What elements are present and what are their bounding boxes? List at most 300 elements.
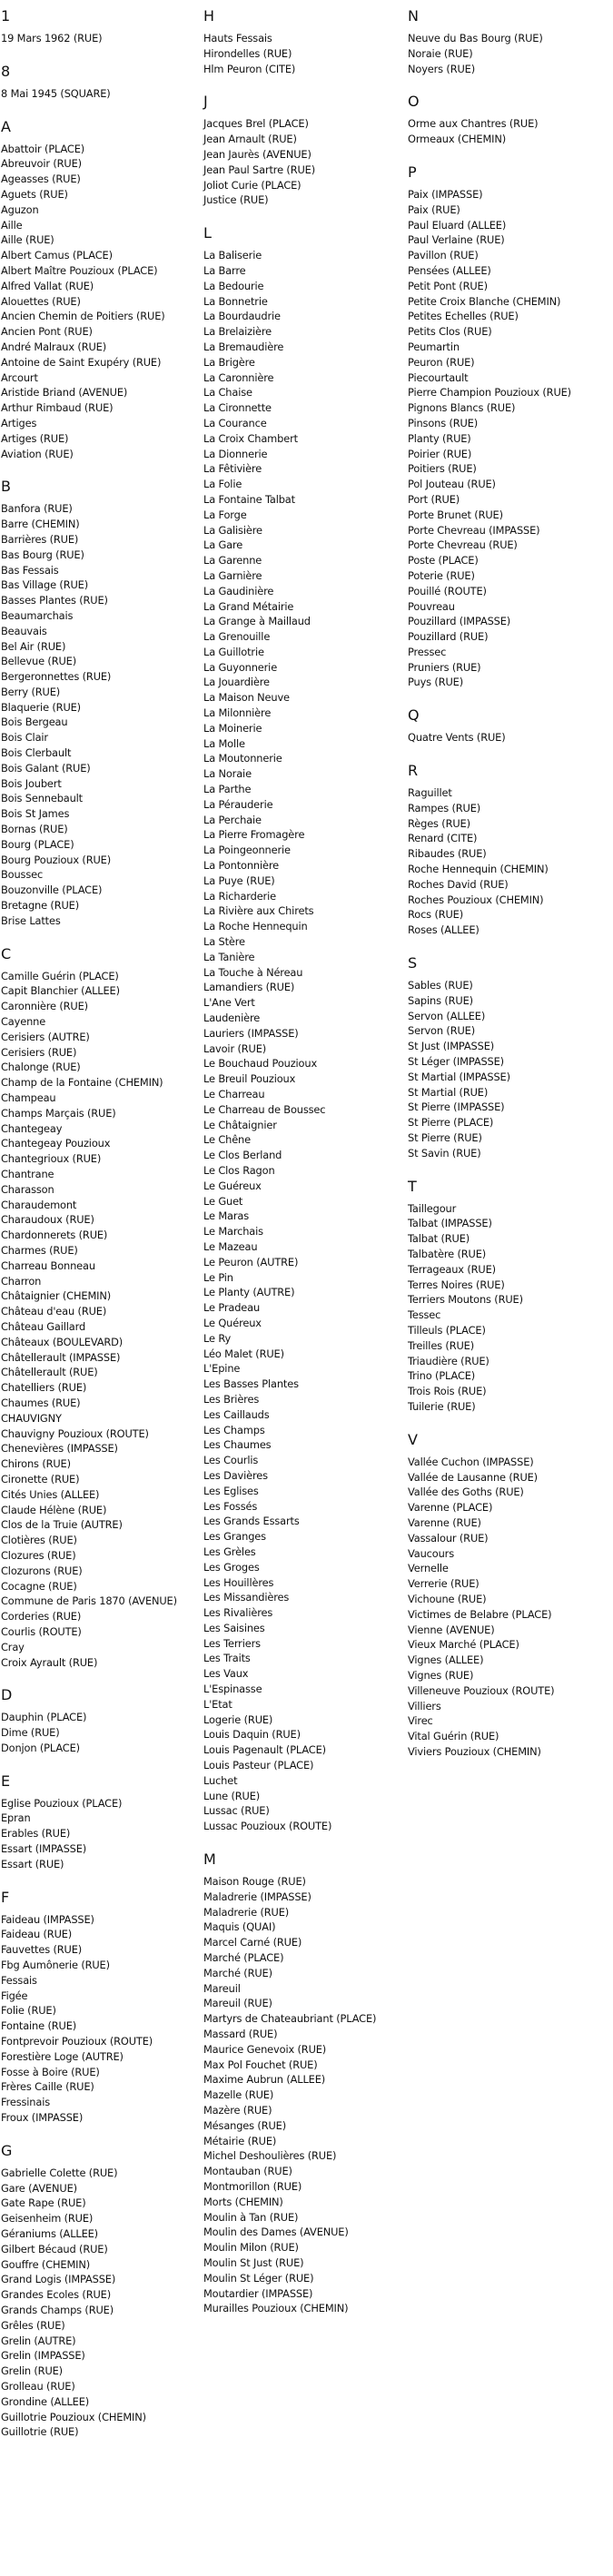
street-item[interactable]: Lauriers (IMPASSE) [203,1026,299,1040]
street-item[interactable]: Luchet [203,1773,238,1787]
street-item[interactable]: Treilles (RUE) [408,1338,475,1352]
street-item[interactable]: Le Charreau de Boussec [203,1102,326,1116]
street-item[interactable]: Clos de la Truie (AUTRE) [1,1518,123,1532]
street-item[interactable]: Les Groges [203,1560,260,1574]
street-item[interactable]: Vaucours [408,1546,454,1560]
street-item[interactable]: La Chaise [203,386,252,400]
street-item[interactable]: Tessec [408,1308,441,1322]
street-item[interactable]: La Croix Chambert [203,431,298,445]
street-item[interactable]: Cerisiers (AUTRE) [1,1030,90,1043]
street-item[interactable]: Champ de la Fontaine (CHEMIN) [1,1076,163,1090]
street-item[interactable]: Géraniums (ALLEE) [1,2227,98,2241]
street-item[interactable]: Bourg (PLACE) [1,837,74,851]
street-item[interactable]: Le Peuron (AUTRE) [203,1255,299,1268]
street-item[interactable]: Grolleau (RUE) [1,2379,75,2393]
street-item[interactable]: Bel Air (RUE) [1,639,66,653]
street-item[interactable]: Le Chêne [203,1133,251,1147]
street-item[interactable]: Neuve du Bas Bourg (RUE) [408,32,543,44]
street-item[interactable]: Verrerie (RUE) [408,1577,480,1591]
street-item[interactable]: Albert Maître Pouzioux (PLACE) [1,263,158,277]
street-item[interactable]: Donjon (PLACE) [1,1741,80,1754]
street-item[interactable]: Bois St James [1,807,70,821]
street-item[interactable]: Petit Pont (RUE) [408,279,488,292]
street-item[interactable]: Antoine de Saint Exupéry (RUE) [1,355,162,369]
street-item[interactable]: Corderies (RUE) [1,1610,82,1624]
street-item[interactable]: Chauvigny Pouzioux (ROUTE) [1,1426,149,1440]
street-item[interactable]: Paix (IMPASSE) [408,187,483,201]
street-item[interactable]: Le Châtaignier [203,1118,277,1131]
street-item[interactable]: Aguzon [1,202,39,216]
street-item[interactable]: Justice (RUE) [203,193,269,207]
street-item[interactable]: Aguets (RUE) [1,187,68,201]
street-item[interactable]: Charaudoux (RUE) [1,1213,94,1227]
street-item[interactable]: Guillotrie Pouzioux (CHEMIN) [1,2410,146,2423]
street-item[interactable]: Orme aux Chantres (RUE) [408,117,539,131]
street-item[interactable]: La Gare [203,538,243,552]
street-item[interactable]: Les Houillères [203,1575,274,1589]
street-item[interactable]: Clotières (RUE) [1,1534,77,1547]
street-item[interactable]: Chantegeay [1,1121,63,1135]
street-item[interactable]: Grelin (IMPASSE) [1,2349,85,2363]
street-item[interactable]: Tilleuls (PLACE) [408,1323,486,1337]
street-item[interactable]: Beaumarchais [1,608,74,622]
street-item[interactable]: Moulin St Léger (RUE) [203,2271,314,2285]
street-item[interactable]: Barrières (RUE) [1,532,79,546]
street-item[interactable]: Aviation (RUE) [1,447,74,460]
street-item[interactable]: Hlm Peuron (CITE) [203,62,296,75]
street-item[interactable]: Peumartin [408,340,460,353]
street-item[interactable]: Virec [408,1714,433,1728]
street-item[interactable]: Fauvettes (RUE) [1,1943,83,1957]
street-item[interactable]: Maurice Genevoix (RUE) [203,2042,327,2056]
street-item[interactable]: Bois Clair [1,731,48,745]
street-item[interactable]: Vassalour (RUE) [408,1531,489,1545]
street-item[interactable]: Trino (PLACE) [408,1369,476,1383]
street-item[interactable]: Bas Bourg (RUE) [1,548,84,561]
street-item[interactable]: Bellevue (RUE) [1,655,76,668]
street-item[interactable]: La Grenouille [203,630,271,644]
street-item[interactable]: La Tanière [203,950,255,963]
street-item[interactable]: Gare (AVENUE) [1,2181,77,2195]
street-item[interactable]: Charmes (RUE) [1,1243,78,1257]
street-item[interactable]: Faideau (IMPASSE) [1,1912,94,1926]
street-item[interactable]: Vignes (ALLEE) [408,1653,484,1667]
street-item[interactable]: Maladrerie (RUE) [203,1905,290,1919]
street-item[interactable]: Caronnière (RUE) [1,1000,88,1013]
street-item[interactable]: Alfred Vallat (RUE) [1,279,94,292]
street-item[interactable]: Petite Croix Blanche (CHEMIN) [408,294,561,308]
street-item[interactable]: Chatelliers (RUE) [1,1381,87,1395]
street-item[interactable]: Le Guet [203,1194,243,1208]
street-item[interactable]: Vignes (RUE) [408,1668,474,1682]
street-item[interactable]: Grand Logis (IMPASSE) [1,2273,116,2286]
street-item[interactable]: Châtellerault (RUE) [1,1366,98,1379]
street-item[interactable]: Basses Plantes (RUE) [1,594,108,607]
street-item[interactable]: Fessais [1,1973,37,1987]
street-item[interactable]: La Brelaizière [203,325,272,339]
street-item[interactable]: Châteaux (BOULEVARD) [1,1335,124,1348]
street-item[interactable]: La Bedourie [203,279,264,292]
street-item[interactable]: Vienne (AVENUE) [408,1623,495,1636]
street-item[interactable]: Michel Deshoulières (RUE) [203,2149,337,2163]
street-item[interactable]: Villeneuve Pouzioux (ROUTE) [408,1683,555,1697]
street-item[interactable]: Petites Echelles (RUE) [408,310,519,323]
street-item[interactable]: Porte Chevreau (IMPASSE) [408,523,540,537]
street-item[interactable]: Arcourt [1,370,38,384]
street-item[interactable]: Terres Noires (RUE) [408,1278,505,1291]
street-item[interactable]: Bouzonville (PLACE) [1,883,103,897]
street-item[interactable]: La Pierre Fromagère [203,828,305,842]
street-item[interactable]: Hauts Fessais [203,32,272,44]
street-item[interactable]: Porte Chevreau (RUE) [408,538,518,552]
street-item[interactable]: Le Mazeau [203,1239,258,1253]
street-item[interactable]: Sapins (RUE) [408,993,473,1007]
street-item[interactable]: Blaquerie (RUE) [1,700,81,714]
street-item[interactable]: Vichoune (RUE) [408,1592,487,1605]
street-item[interactable]: Grelin (AUTRE) [1,2334,76,2347]
street-item[interactable]: St Savin (RUE) [408,1146,481,1160]
street-item[interactable]: Le Charreau [203,1088,265,1100]
street-item[interactable]: Cayenne [1,1015,46,1029]
street-item[interactable]: 19 Mars 1962 (RUE) [1,32,103,44]
street-item[interactable]: Ancien Chemin de Poitiers (RUE) [1,310,165,323]
street-item[interactable]: Dime (RUE) [1,1726,60,1740]
street-item[interactable]: Paul Verlaine (RUE) [408,233,505,247]
street-item[interactable]: L'Etat [203,1697,232,1711]
street-item[interactable]: Les Granges [203,1530,266,1544]
street-item[interactable]: Servon (RUE) [408,1024,476,1038]
street-item[interactable]: Bois Joubert [1,776,62,790]
street-item[interactable]: Frères Caille (RUE) [1,2080,94,2094]
street-item[interactable]: Château Gaillard [1,1319,86,1333]
street-item[interactable]: St Pierre (PLACE) [408,1116,494,1130]
street-item[interactable]: Chantegeay Pouzioux [1,1137,111,1150]
street-item[interactable]: Barre (CHEMIN) [1,518,80,531]
street-item[interactable]: Clozures (RUE) [1,1548,76,1562]
street-item[interactable]: La Moinerie [203,721,262,735]
street-item[interactable]: Brise Lattes [1,913,61,927]
street-item[interactable]: Gouffre (CHEMIN) [1,2257,91,2271]
street-item[interactable]: Marcel Carné (RUE) [203,1936,302,1949]
street-item[interactable]: Dauphin (PLACE) [1,1711,87,1724]
street-item[interactable]: Triaudière (RUE) [408,1354,489,1367]
street-item[interactable]: Mazère (RUE) [203,2104,272,2117]
street-item[interactable]: Chardonnerets (RUE) [1,1229,108,1242]
street-item[interactable]: Terrageaux (RUE) [408,1262,496,1276]
street-item[interactable]: Cerisiers (RUE) [1,1045,77,1059]
street-item[interactable]: Poirier (RUE) [408,447,472,460]
street-item[interactable]: Moulin St Just (RUE) [203,2255,304,2269]
street-item[interactable]: Bois Clerbault [1,746,72,760]
street-item[interactable]: Le Pin [203,1270,233,1284]
street-item[interactable]: La Puye (RUE) [203,873,275,887]
street-item[interactable]: La Bourdaudrie [203,310,281,323]
street-item[interactable]: Forestière Loge (AUTRE) [1,2049,124,2063]
street-item[interactable]: La Forge [203,508,247,521]
street-item[interactable]: Les Eglises [203,1484,259,1497]
street-item[interactable]: Quatre Vents (RUE) [408,731,506,745]
street-item[interactable]: Raguillet [408,786,452,800]
street-item[interactable]: Ormeaux (CHEMIN) [408,133,507,146]
street-item[interactable]: Gate Rape (RUE) [1,2196,86,2210]
street-item[interactable]: Essart (IMPASSE) [1,1842,87,1856]
street-item[interactable]: Pouzillard (IMPASSE) [408,615,511,628]
street-item[interactable]: Marché (PLACE) [203,1951,284,1965]
street-item[interactable]: Chaumes (RUE) [1,1396,81,1409]
street-item[interactable]: Poterie (RUE) [408,568,475,582]
street-item[interactable]: Les Missandières [203,1591,290,1604]
street-item[interactable]: Fontprevoir Pouzioux (ROUTE) [1,2035,153,2048]
street-item[interactable]: Le Clos Ragon [203,1163,275,1177]
street-item[interactable]: Commune de Paris 1870 (AVENUE) [1,1594,177,1608]
street-item[interactable]: St Pierre (IMPASSE) [408,1100,505,1114]
street-item[interactable]: Le Bouchaud Pouzioux [203,1057,318,1071]
street-item[interactable]: Epran [1,1811,31,1825]
street-item[interactable]: Paul Eluard (ALLEE) [408,218,507,232]
street-item[interactable]: Mésanges (RUE) [203,2118,286,2132]
street-item[interactable]: Grêles (RUE) [1,2318,65,2332]
street-item[interactable]: Les Courlis [203,1454,259,1467]
street-item[interactable]: Le Quéreux [203,1316,262,1329]
street-item[interactable]: Pavillon (RUE) [408,249,479,262]
street-item[interactable]: Noyers (RUE) [408,62,476,75]
street-item[interactable]: André Malraux (RUE) [1,340,107,353]
street-item[interactable]: Claude Hélène (RUE) [1,1503,107,1516]
street-item[interactable]: Capit Blanchier (ALLEE) [1,984,120,998]
street-item[interactable]: Les Champs [203,1423,265,1436]
street-item[interactable]: Ribaudes (RUE) [408,847,487,861]
street-item[interactable]: St Martial (RUE) [408,1085,489,1099]
street-item[interactable]: Noraie (RUE) [408,46,473,60]
street-item[interactable]: St Martial (IMPASSE) [408,1070,510,1083]
street-item[interactable]: Lavoir (RUE) [203,1041,267,1055]
street-item[interactable]: Vieux Marché (PLACE) [408,1638,519,1652]
street-item[interactable]: Talbat (RUE) [408,1232,470,1246]
street-item[interactable]: Le Guéreux [203,1179,262,1192]
street-item[interactable]: La Noraie [203,767,252,781]
street-item[interactable]: Pouillé (ROUTE) [408,584,487,597]
street-item[interactable]: La Folie [203,478,242,491]
street-item[interactable]: Camille Guérin (PLACE) [1,969,119,982]
street-item[interactable]: La Touche à Néreau [203,965,303,979]
street-item[interactable]: L'Espinasse [203,1683,262,1696]
street-item[interactable]: Bergeronnettes (RUE) [1,670,112,684]
street-item[interactable]: Victimes de Belabre (PLACE) [408,1607,552,1621]
street-item[interactable]: Fbg Aumônerie (RUE) [1,1959,110,1972]
street-item[interactable]: La Cironnette [203,401,272,415]
street-item[interactable]: Martyrs de Chateaubriant (PLACE) [203,2012,377,2026]
street-item[interactable]: Figée [1,1989,28,2002]
street-item[interactable]: Tuilerie (RUE) [408,1399,476,1413]
street-item[interactable]: St Just (IMPASSE) [408,1040,495,1053]
street-item[interactable]: Rocs (RUE) [408,908,464,922]
street-item[interactable]: Piecourtault [408,370,469,384]
street-item[interactable]: Petits Clos (RUE) [408,325,492,339]
street-item[interactable]: Châtaignier (CHEMIN) [1,1289,112,1303]
street-item[interactable]: Taillegour [408,1201,457,1215]
street-item[interactable]: Porte Brunet (RUE) [408,508,503,521]
street-item[interactable]: Les Caillauds [203,1407,270,1421]
street-item[interactable]: La Moutonnerie [203,752,282,765]
street-item[interactable]: Port (RUE) [408,492,460,506]
street-item[interactable]: Peuron (RUE) [408,355,475,369]
street-item[interactable]: Le Marchais [203,1225,263,1239]
street-item[interactable]: Lamandiers (RUE) [203,981,295,994]
street-item[interactable]: Champs Marçais (RUE) [1,1106,116,1120]
street-item[interactable]: Poste (PLACE) [408,554,479,568]
street-item[interactable]: Maxime Aubrun (ALLEE) [203,2073,326,2087]
street-item[interactable]: Le Planty (AUTRE) [203,1286,295,1299]
street-item[interactable]: Cocagne (RUE) [1,1579,77,1593]
street-item[interactable]: Lussac Pouzioux (ROUTE) [203,1820,332,1833]
street-item[interactable]: Pensées (ALLEE) [408,263,491,277]
street-item[interactable]: La Rivière aux Chirets [203,904,314,918]
street-item[interactable]: La Parthe [203,783,252,796]
street-item[interactable]: Hirondelles (RUE) [203,46,292,60]
street-item[interactable]: Essart (RUE) [1,1857,64,1870]
street-item[interactable]: Jean Paul Sartre (RUE) [203,163,315,176]
street-item[interactable]: Albert Camus (PLACE) [1,249,113,262]
street-item[interactable]: Bois Galant (RUE) [1,761,91,775]
street-item[interactable]: Roches David (RUE) [408,877,509,891]
street-item[interactable]: Rampes (RUE) [408,801,481,814]
street-item[interactable]: La Gaudinière [203,584,274,597]
street-item[interactable]: La Courance [203,416,267,429]
street-item[interactable]: Les Terriers [203,1636,261,1650]
street-item[interactable]: La Galisière [203,523,262,537]
street-item[interactable]: Boussec [1,868,44,882]
street-item[interactable]: La Milonnière [203,706,272,720]
street-item[interactable]: Pruniers (RUE) [408,660,481,674]
street-item[interactable]: L'Epine [203,1362,241,1376]
street-item[interactable]: Grands Champs (RUE) [1,2304,114,2316]
street-item[interactable]: La Garnière [203,568,262,582]
street-item[interactable]: Ancien Pont (RUE) [1,325,93,339]
street-item[interactable]: Les Davières [203,1468,268,1482]
street-item[interactable]: Fosse à Boire (RUE) [1,2065,100,2078]
street-item[interactable]: La Roche Hennequin [203,920,308,933]
street-item[interactable]: Charreau Bonneau [1,1258,95,1272]
street-item[interactable]: Louis Daquin (RUE) [203,1728,301,1742]
street-item[interactable]: Talbatère (RUE) [408,1248,487,1260]
street-item[interactable]: Guillotrie (RUE) [1,2425,79,2439]
street-item[interactable]: Servon (ALLEE) [408,1009,486,1022]
street-item[interactable]: Viviers Pouzioux (CHEMIN) [408,1744,541,1758]
street-item[interactable]: Chantrane [1,1168,54,1180]
street-item[interactable]: Pierre Champion Pouzioux (RUE) [408,386,571,400]
street-item[interactable]: Arthur Rimbaud (RUE) [1,401,114,415]
street-item[interactable]: Artiges [1,416,37,429]
street-item[interactable]: Louis Pagenault (PLACE) [203,1743,326,1757]
street-item[interactable]: Ageasses (RUE) [1,173,81,186]
street-item[interactable]: Eglise Pouzioux (PLACE) [1,1796,123,1810]
street-item[interactable]: Montauban (RUE) [203,2165,292,2178]
street-item[interactable]: Cray [1,1640,25,1653]
street-item[interactable]: Champeau [1,1091,56,1105]
street-item[interactable]: Terriers Moutons (RUE) [408,1293,523,1307]
street-item[interactable]: Pouvreau [408,599,455,613]
street-item[interactable]: Chenevières (IMPASSE) [1,1442,118,1456]
street-item[interactable]: Berry (RUE) [1,685,61,698]
street-item[interactable]: La Grand Métairie [203,599,294,613]
street-item[interactable]: La Fontaine Talbat [203,492,295,506]
street-item[interactable]: Châtellerault (IMPASSE) [1,1350,121,1364]
street-item[interactable]: Le Ry [203,1331,232,1345]
street-item[interactable]: Les Traits [203,1652,251,1665]
street-item[interactable]: Le Maras [203,1209,249,1223]
street-item[interactable]: La Pérauderie [203,797,273,811]
street-item[interactable]: Morts (CHEMIN) [203,2195,283,2208]
street-item[interactable]: Maladrerie (IMPASSE) [203,1890,311,1903]
street-item[interactable]: Bas Village (RUE) [1,578,89,592]
street-item[interactable]: Grelin (RUE) [1,2364,63,2378]
street-item[interactable]: L'Ane Vert [203,996,255,1010]
street-item[interactable]: Grondine (ALLEE) [1,2394,90,2408]
street-item[interactable]: St Léger (IMPASSE) [408,1055,504,1069]
street-item[interactable]: Vallée des Goths (RUE) [408,1485,524,1499]
street-item[interactable]: Les Vaux [203,1667,249,1681]
street-item[interactable]: Grandes Ecoles (RUE) [1,2288,111,2302]
street-item[interactable]: Pouzillard (RUE) [408,630,489,644]
street-item[interactable]: Pressec [408,645,447,658]
street-item[interactable]: Artiges (RUE) [1,431,69,445]
street-item[interactable]: La Poingeonnerie [203,844,291,857]
street-item[interactable]: La Molle [203,736,245,750]
street-item[interactable]: Vital Guérin (RUE) [408,1730,499,1743]
street-item[interactable]: La Brigère [203,355,255,369]
street-item[interactable]: Vernelle [408,1562,449,1575]
street-item[interactable]: La Jouardière [203,676,270,689]
street-item[interactable]: Villiers [408,1699,441,1712]
street-item[interactable]: La Barre [203,263,246,277]
street-item[interactable]: Louis Pasteur (PLACE) [203,1759,314,1772]
street-item[interactable]: Pinsons (RUE) [408,416,479,429]
street-item[interactable]: Les Chaumes [203,1438,272,1452]
street-item[interactable]: La Fêtivière [203,462,262,476]
street-item[interactable]: Folie (RUE) [1,2004,56,2018]
street-item[interactable]: Massard (RUE) [203,2028,278,2041]
street-item[interactable]: Chantegrioux (RUE) [1,1152,102,1166]
street-item[interactable]: La Caronnière [203,370,274,384]
street-item[interactable]: Paix (RUE) [408,202,460,216]
street-item[interactable]: CHAUVIGNY [1,1411,62,1425]
street-item[interactable]: Roches Pouzioux (CHEMIN) [408,893,544,906]
street-item[interactable]: Bretagne (RUE) [1,899,80,913]
street-item[interactable]: 8 Mai 1945 (SQUARE) [1,86,111,100]
street-item[interactable]: Gilbert Bécaud (RUE) [1,2242,108,2255]
street-item[interactable]: Chalonge (RUE) [1,1061,81,1074]
street-item[interactable]: Vallée de Lausanne (RUE) [408,1470,538,1484]
street-item[interactable]: La Maison Neuve [203,691,290,705]
street-item[interactable]: La Grange à Maillaud [203,615,311,628]
street-item[interactable]: Le Clos Berland [203,1149,282,1162]
street-item[interactable]: Les Grèles [203,1545,256,1558]
street-item[interactable]: Fressinais [1,2096,50,2109]
street-item[interactable]: Faideau (RUE) [1,1928,73,1941]
street-item[interactable]: Moulin Milon (RUE) [203,2241,299,2255]
street-item[interactable]: La Dionnerie [203,447,268,460]
street-item[interactable]: Les Saisines [203,1621,265,1634]
street-item[interactable]: Château d'eau (RUE) [1,1305,107,1318]
street-item[interactable]: Jean Arnault (RUE) [203,133,297,146]
street-item[interactable]: Laudenière [203,1012,261,1025]
street-item[interactable]: Varenne (PLACE) [408,1501,493,1515]
street-item[interactable]: Roses (ALLEE) [408,923,480,937]
street-item[interactable]: Fontaine (RUE) [1,2019,77,2033]
street-item[interactable]: La Richarderie [203,889,276,903]
street-item[interactable]: Renard (CITE) [408,832,478,845]
street-item[interactable]: Gabrielle Colette (RUE) [1,2166,118,2179]
